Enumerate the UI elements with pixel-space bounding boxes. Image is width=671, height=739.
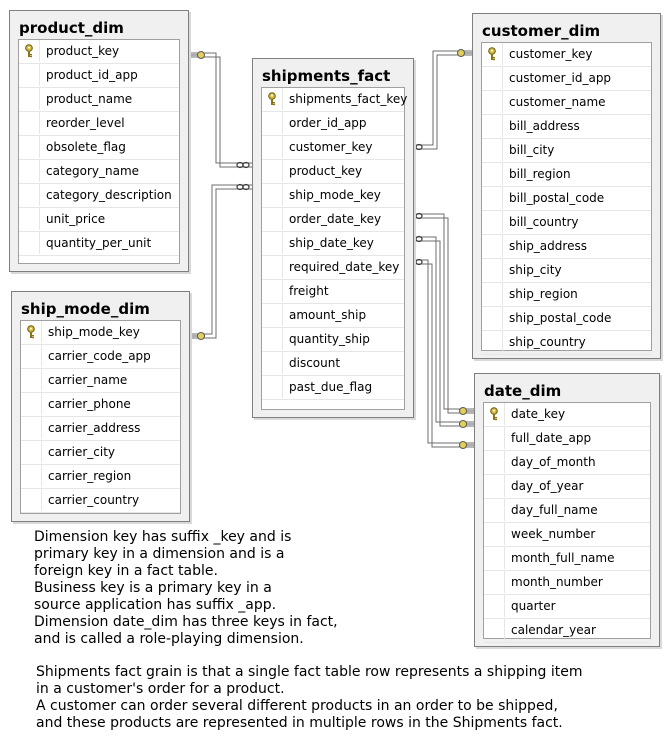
column-name: bill_country <box>509 215 579 229</box>
column-row[interactable] <box>21 321 180 345</box>
column-row[interactable] <box>262 352 404 376</box>
column-marker-cell <box>262 352 283 374</box>
column-row[interactable] <box>482 139 651 163</box>
column-name: week_number <box>511 527 596 541</box>
column-marker-cell <box>484 547 505 569</box>
column-name: ship_country <box>509 335 586 349</box>
column-row[interactable] <box>482 235 651 259</box>
column-marker-cell <box>19 88 40 110</box>
column-marker-cell <box>21 417 42 439</box>
primary-key-cell <box>21 321 42 343</box>
column-marker-cell <box>484 475 505 497</box>
column-row[interactable] <box>21 441 180 465</box>
table-title: product_dim <box>19 19 124 37</box>
column-name: customer_key <box>289 140 373 154</box>
column-row[interactable] <box>19 184 179 208</box>
column-name: shipments_fact_key <box>289 92 408 106</box>
column-row[interactable] <box>19 208 179 232</box>
column-row[interactable] <box>482 259 651 283</box>
note-line: Dimension date_dim has three keys in fact, <box>34 614 338 630</box>
table-title: date_dim <box>484 382 562 400</box>
note-line: source application has suffix _app. <box>34 597 277 613</box>
column-marker-cell <box>21 369 42 391</box>
column-name: carrier_city <box>48 445 115 459</box>
column-name: bill_region <box>509 167 571 181</box>
column-name: reorder_level <box>46 116 125 130</box>
column-row[interactable] <box>262 280 404 304</box>
column-name: bill_postal_code <box>509 191 605 205</box>
column-marker-cell <box>262 160 283 182</box>
relationship-customer <box>406 51 472 145</box>
note-line: primary key in a dimension and is a <box>34 546 285 562</box>
column-marker-cell <box>19 184 40 206</box>
note-line: Business key is a primary key in a <box>34 580 272 596</box>
column-name: carrier_phone <box>48 397 131 411</box>
column-marker-cell <box>482 211 503 233</box>
column-row[interactable] <box>482 67 651 91</box>
column-name: customer_name <box>509 95 606 109</box>
table-date-dim[interactable] <box>474 373 660 647</box>
column-name: carrier_country <box>48 493 140 507</box>
column-name: obsolete_flag <box>46 140 126 154</box>
column-row[interactable] <box>19 88 179 112</box>
column-row[interactable] <box>262 304 404 328</box>
column-marker-cell <box>484 523 505 545</box>
column-name: ship_city <box>509 263 562 277</box>
column-name: ship_mode_key <box>289 188 381 202</box>
column-row[interactable] <box>19 136 179 160</box>
column-row[interactable] <box>484 451 650 475</box>
column-marker-cell <box>21 441 42 463</box>
column-name: ship_postal_code <box>509 311 612 325</box>
column-row[interactable] <box>484 475 650 499</box>
column-name: carrier_name <box>48 373 128 387</box>
column-row[interactable] <box>21 393 180 417</box>
column-list <box>20 320 181 514</box>
column-marker-cell <box>482 283 503 305</box>
column-marker-cell <box>482 235 503 257</box>
column-row[interactable] <box>262 232 404 256</box>
column-row[interactable] <box>262 328 404 352</box>
table-title: customer_dim <box>482 22 601 40</box>
column-marker-cell <box>21 345 42 367</box>
column-row[interactable] <box>482 91 651 115</box>
table-ship-mode-dim[interactable] <box>11 291 190 522</box>
relationship-ship-mode <box>190 185 252 334</box>
note-line: A customer can order several different products in an order to be shipped, <box>36 698 558 714</box>
column-row[interactable] <box>21 489 180 513</box>
column-marker-cell <box>262 232 283 254</box>
column-marker-cell <box>482 259 503 281</box>
column-name: month_full_name <box>511 551 615 565</box>
column-name: day_of_year <box>511 479 584 493</box>
column-marker-cell <box>262 328 283 350</box>
column-list <box>261 87 408 410</box>
column-list <box>481 42 652 351</box>
column-row[interactable] <box>482 115 651 139</box>
table-shipments-fact[interactable] <box>252 58 414 418</box>
column-row[interactable] <box>482 211 651 235</box>
column-name: carrier_code_app <box>48 349 151 363</box>
column-name: past_due_flag <box>289 380 373 394</box>
column-row[interactable] <box>262 136 404 160</box>
column-marker-cell <box>21 489 42 511</box>
column-row[interactable] <box>482 283 651 307</box>
column-row[interactable] <box>484 523 650 547</box>
column-marker-cell <box>262 112 283 134</box>
column-name: order_date_key <box>289 212 382 226</box>
column-name: ship_date_key <box>289 236 374 250</box>
column-marker-cell <box>262 376 283 398</box>
column-marker-cell <box>484 427 505 449</box>
column-row[interactable] <box>21 417 180 441</box>
column-marker-cell <box>262 256 283 278</box>
column-marker-cell <box>484 571 505 593</box>
column-marker-cell <box>482 115 503 137</box>
table-customer-dim[interactable] <box>472 13 661 359</box>
column-marker-cell <box>19 64 40 86</box>
table-title: shipments_fact <box>262 67 391 85</box>
column-name: product_name <box>46 92 133 106</box>
column-name: carrier_region <box>48 469 132 483</box>
column-name: full_date_app <box>511 431 592 445</box>
column-row[interactable] <box>19 112 179 136</box>
column-name: discount <box>289 356 341 370</box>
column-name: quarter <box>511 599 556 613</box>
table-title: ship_mode_dim <box>21 300 150 318</box>
column-row[interactable] <box>484 547 650 571</box>
column-name: unit_price <box>46 212 106 226</box>
column-marker-cell <box>262 136 283 158</box>
column-row[interactable] <box>484 499 650 523</box>
column-row[interactable] <box>482 187 651 211</box>
table-product-dim[interactable] <box>9 10 189 272</box>
column-name: day_of_month <box>511 455 596 469</box>
column-list <box>483 402 651 639</box>
column-name: date_key <box>511 407 566 421</box>
column-marker-cell <box>482 139 503 161</box>
column-name: customer_id_app <box>509 71 612 85</box>
column-marker-cell <box>19 112 40 134</box>
column-row[interactable] <box>262 376 404 400</box>
column-row[interactable] <box>262 208 404 232</box>
note-line: in a customer's order for a product. <box>36 681 285 697</box>
primary-key-cell <box>262 88 283 110</box>
column-name: product_id_app <box>46 68 138 82</box>
column-row[interactable] <box>262 256 404 280</box>
column-row[interactable] <box>482 43 651 67</box>
column-list <box>18 39 180 264</box>
column-name: amount_ship <box>289 308 367 322</box>
column-name: product_key <box>46 44 120 58</box>
column-marker-cell <box>262 208 283 230</box>
column-row[interactable] <box>484 571 650 595</box>
column-row[interactable] <box>21 465 180 489</box>
column-row[interactable] <box>484 595 650 619</box>
column-marker-cell <box>19 232 40 254</box>
column-name: category_description <box>46 188 172 202</box>
column-row[interactable] <box>482 307 651 331</box>
column-row[interactable] <box>19 40 179 64</box>
column-name: quantity_ship <box>289 332 370 346</box>
column-marker-cell <box>19 160 40 182</box>
column-name: ship_region <box>509 287 578 301</box>
column-row[interactable] <box>262 184 404 208</box>
grain-note <box>36 664 583 732</box>
column-marker-cell <box>262 304 283 326</box>
column-row[interactable] <box>21 369 180 393</box>
primary-key-cell <box>482 43 503 65</box>
column-name: calendar_year <box>511 623 596 637</box>
column-row[interactable] <box>484 619 650 643</box>
column-name: order_id_app <box>289 116 367 130</box>
column-name: customer_key <box>509 47 593 61</box>
column-row[interactable] <box>21 345 180 369</box>
column-name: category_name <box>46 164 140 178</box>
column-marker-cell <box>482 163 503 185</box>
column-marker-cell <box>484 595 505 617</box>
column-marker-cell <box>262 280 283 302</box>
column-marker-cell <box>21 393 42 415</box>
column-marker-cell <box>482 187 503 209</box>
column-name: quantity_per_unit <box>46 236 152 250</box>
column-row[interactable] <box>482 331 651 355</box>
column-name: required_date_key <box>289 260 400 274</box>
column-marker-cell <box>19 208 40 230</box>
column-marker-cell <box>484 619 505 641</box>
column-marker-cell <box>262 184 283 206</box>
column-name: bill_address <box>509 119 580 133</box>
column-row[interactable] <box>262 160 404 184</box>
column-name: freight <box>289 284 329 298</box>
column-name: ship_address <box>509 239 587 253</box>
column-name: day_full_name <box>511 503 598 517</box>
note-line: and these products are represented in multiple rows in the Shipments fact. <box>36 715 563 731</box>
primary-key-cell <box>484 403 505 425</box>
keys-note <box>34 529 338 648</box>
primary-key-cell <box>19 40 40 62</box>
column-marker-cell <box>484 499 505 521</box>
column-marker-cell <box>482 307 503 329</box>
note-line: Shipments fact grain is that a single fact table row represents a shipping item <box>36 664 583 680</box>
column-name: bill_city <box>509 143 555 157</box>
column-marker-cell <box>482 67 503 89</box>
column-row[interactable] <box>484 427 650 451</box>
column-row[interactable] <box>484 403 650 427</box>
column-marker-cell <box>482 91 503 113</box>
column-name: month_number <box>511 575 603 589</box>
column-marker-cell <box>19 136 40 158</box>
column-name: product_key <box>289 164 363 178</box>
note-line: and is called a role-playing dimension. <box>34 631 304 647</box>
note-line: Dimension key has suffix _key and is <box>34 529 292 545</box>
column-row[interactable] <box>19 232 179 256</box>
column-marker-cell <box>482 331 503 353</box>
column-row[interactable] <box>19 160 179 184</box>
column-name: carrier_address <box>48 421 141 435</box>
column-row[interactable] <box>482 163 651 187</box>
note-line: foreign key in a fact table. <box>34 563 218 579</box>
column-row[interactable] <box>262 112 404 136</box>
column-row[interactable] <box>19 64 179 88</box>
column-row[interactable] <box>262 88 408 112</box>
column-marker-cell <box>484 451 505 473</box>
column-name: ship_mode_key <box>48 325 140 339</box>
column-marker-cell <box>21 465 42 487</box>
